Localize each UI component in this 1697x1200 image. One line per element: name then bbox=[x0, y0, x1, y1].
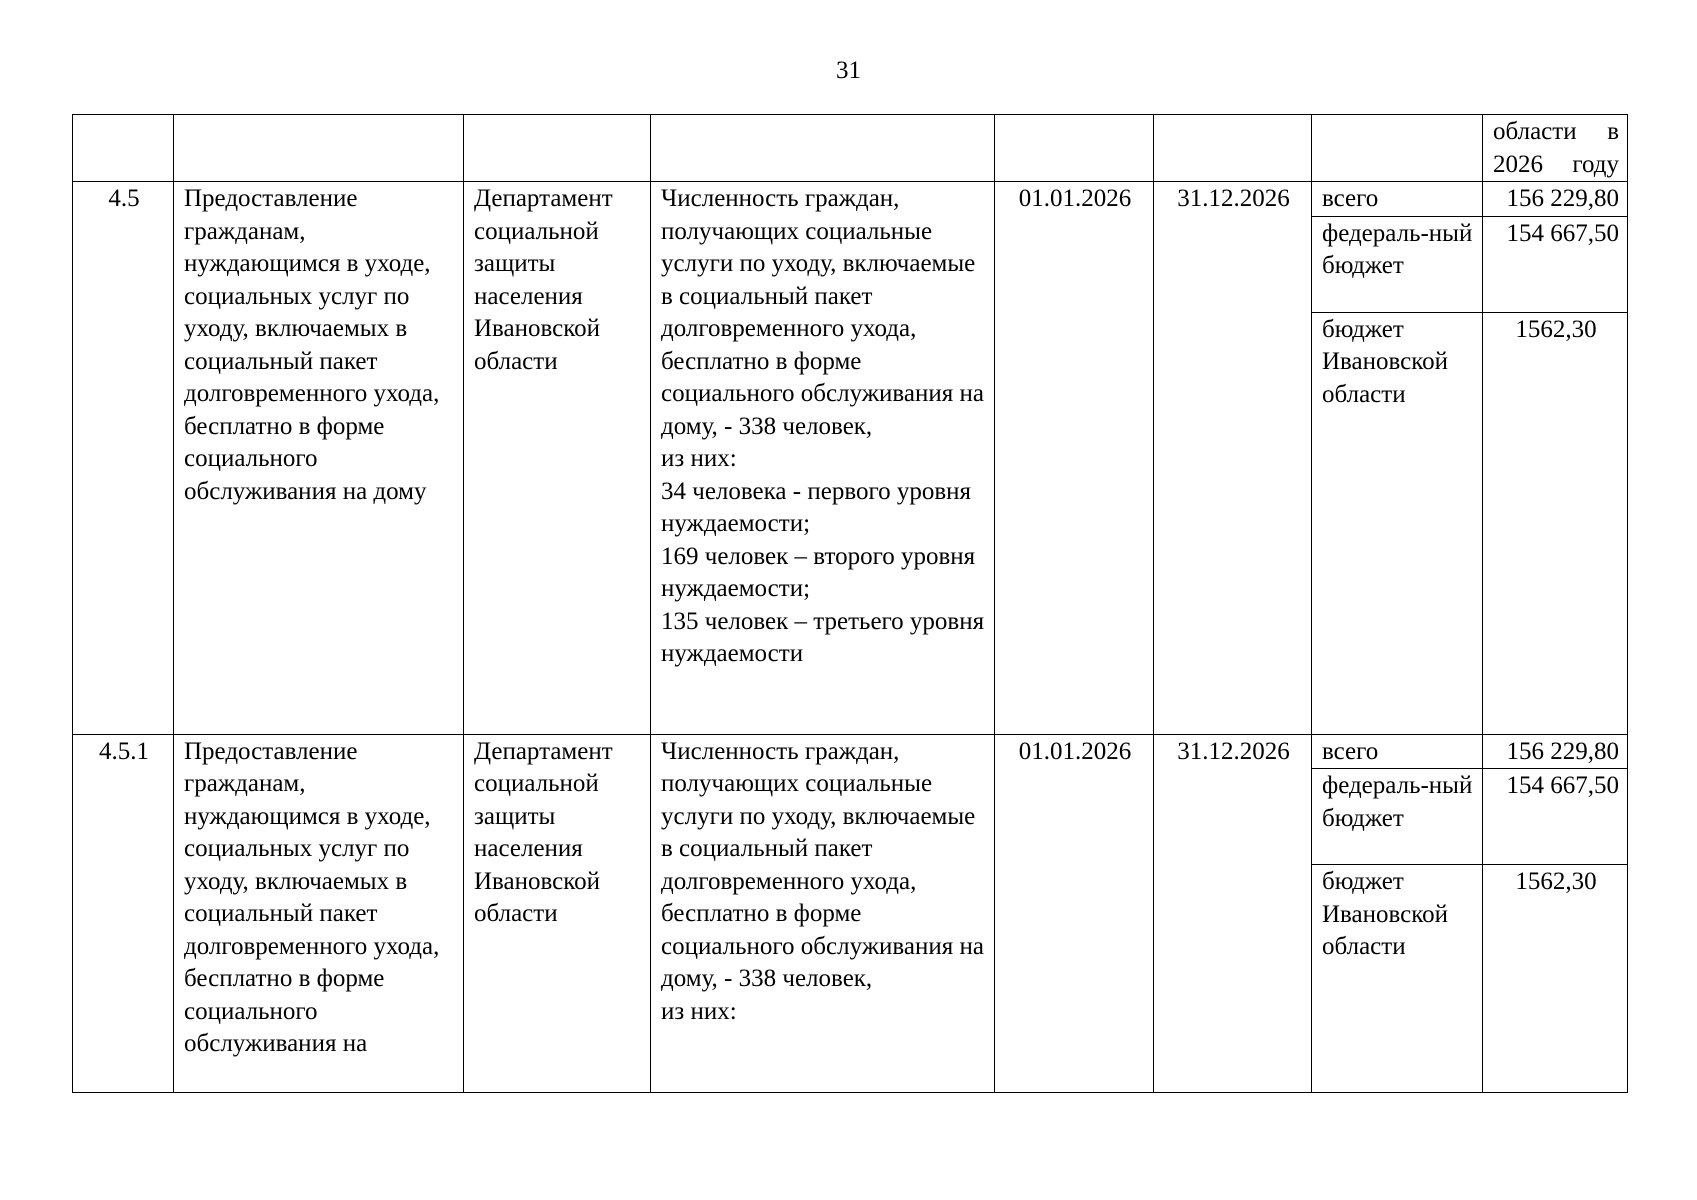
table-row bbox=[73, 182, 1628, 217]
funding-source-cell: бюджет Ивановской области bbox=[1312, 312, 1483, 734]
funding-source-cell: всего bbox=[1312, 734, 1483, 769]
funding-source-cell: всего bbox=[1312, 182, 1483, 217]
cell-empty bbox=[1154, 115, 1312, 182]
cell-empty bbox=[174, 115, 464, 182]
indicator-cell: Численность граждан, получающих социальные услуги по уходу, включаемые в социальный пакет долговременного ухода, бесплатно в форме социального обслуживания на дому, - 338 человек, из них: bbox=[651, 734, 995, 1093]
funding-amount-cell: 154 667,50 bbox=[1483, 216, 1628, 312]
end-date-cell: 31.12.2026 bbox=[1154, 182, 1312, 735]
cell-empty bbox=[995, 115, 1154, 182]
funding-amount-cell: 1562,30 bbox=[1483, 312, 1628, 734]
item-number-cell: 4.5.1 bbox=[73, 734, 174, 1093]
amount-continuation-cell: области в 2026 году bbox=[1483, 115, 1628, 182]
executor-cell: Департамент социальной защиты населения Ивановской области bbox=[464, 182, 651, 735]
cell-empty bbox=[1312, 115, 1483, 182]
funding-source-cell: федераль-ный бюджет bbox=[1312, 216, 1483, 312]
activities-table bbox=[72, 114, 1628, 1093]
funding-source-cell: бюджет Ивановской области bbox=[1312, 865, 1483, 1093]
cell-empty bbox=[73, 115, 174, 182]
executor-cell: Департамент социальной защиты населения Ивановской области bbox=[464, 734, 651, 1093]
funding-amount-cell: 156 229,80 bbox=[1483, 734, 1628, 769]
item-name-cell: Предоставление гражданам, нуждающимся в уходе, социальных услуг по уходу, включаемых в социальный пакет долговременного ухода, бесплатно в форме социального обслуживания на bbox=[174, 734, 464, 1093]
table-row-continuation bbox=[73, 115, 1628, 182]
indicator-cell: Численность граждан, получающих социальные услуги по уходу, включаемые в социальный пакет долговременного ухода, бесплатно в форме социального обслуживания на дому, - 338 человек, из них: 34 человека - первого уровня нуждаемости; 169 человек – второго уровня нуждаемости; 135 человек – третьего уровня нуждаемости bbox=[651, 182, 995, 735]
funding-amount-cell: 154 667,50 bbox=[1483, 769, 1628, 865]
start-date-cell: 01.01.2026 bbox=[995, 734, 1154, 1093]
table-row bbox=[73, 734, 1628, 769]
funding-amount-cell: 1562,30 bbox=[1483, 865, 1628, 1093]
item-number-cell: 4.5 bbox=[73, 182, 174, 735]
cell-empty bbox=[651, 115, 995, 182]
item-name-cell: Предоставление гражданам, нуждающимся в уходе, социальных услуг по уходу, включаемых в социальный пакет долговременного ухода, бесплатно в форме социального обслуживания на дому bbox=[174, 182, 464, 735]
funding-amount-cell: 156 229,80 bbox=[1483, 182, 1628, 217]
start-date-cell: 01.01.2026 bbox=[995, 182, 1154, 735]
cell-empty bbox=[464, 115, 651, 182]
funding-source-cell: федераль-ный бюджет bbox=[1312, 769, 1483, 865]
page-number: 31 bbox=[836, 57, 861, 84]
end-date-cell: 31.12.2026 bbox=[1154, 734, 1312, 1093]
